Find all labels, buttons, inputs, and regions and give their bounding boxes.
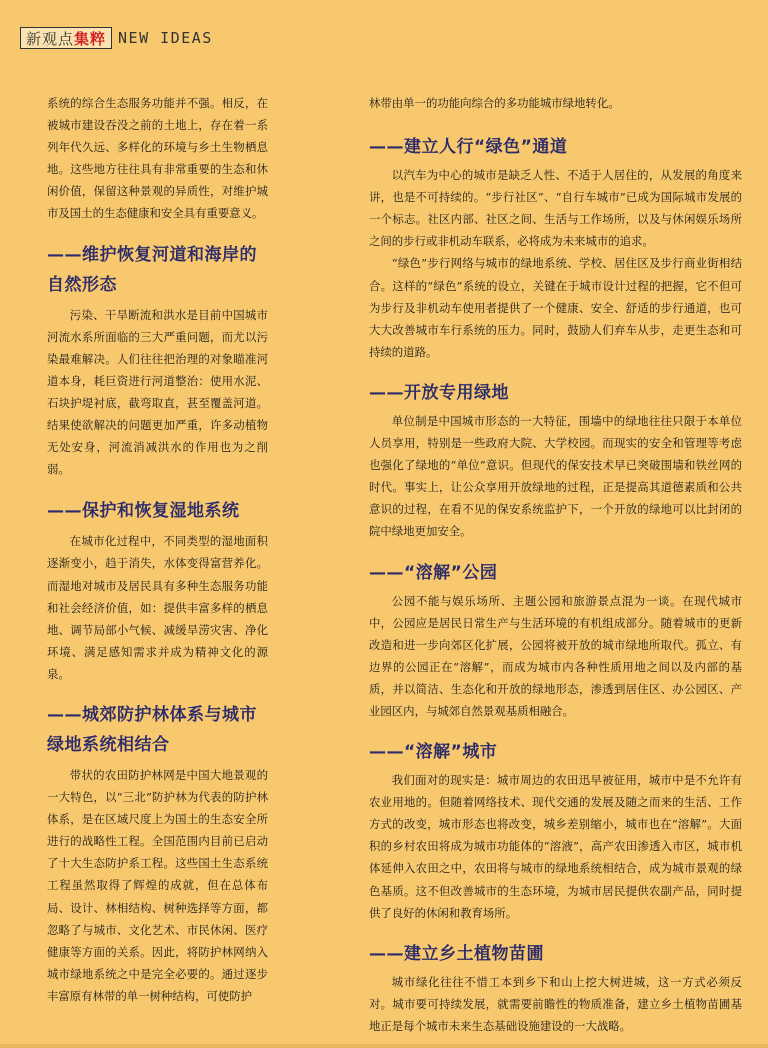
paragraph-green-corridor-1: 以汽车为中心的城市是缺乏人性、不适于人居住的，从发展的角度来讲，也是不可持续的。“步行社区”、“自行车城市”已成为国际城市发展的一个标志。社区内部、社区之间、生活与工作场所，以及与休闲娱乐场所之间的步行或非机动车联系，必将成为未来城市的追求。 [369, 168, 742, 249]
paragraph-native-plant-nursery: 城市绿化往往不惜工本到乡下和山上挖大树进城，这一方式必须反对。城市要可持续发展，就需要前瞻性的物质准备，建立乡土植物苗圃基地正是每个城市未来生态基础设施建设的一大战略。 [369, 974, 742, 1033]
section-english-title: NEW IDEAS [118, 29, 213, 47]
heading-dissolve-city: ——“溶解”城市 [369, 742, 498, 763]
paragraph-shelterbelt-integration: 带状的农田防护林网是中国大地景观的一大特色，以“三北”防护林为代表的防护林体系，是在区域尺度上为国土的生态安全所进行的战略性工程。全国范围内目前已启动了十大生态防护系工程。这些国土生态系统工程虽然取得了辉煌的成就，但在总体布局、设计、林相结构、树种选择等方面，都忽略了与城市、文化艺术、市民休闲、医疗健康等方面的关系。因此，将防护林网纳入城市绿地系统之中是完全必要的。通过逐步丰富原有林带的单一树种结构，可使防护 [47, 767, 268, 1003]
paragraph-wetland-protection: 在城市化过程中，不同类型的湿地面积逐渐变小，趋于消失，水体变得富营养化。而湿地对城市及居民具有多种生态服务功能和社会经济价值，如：提供丰富多样的栖息地、调节局部小气候、减缓旱涝灾害、净化环境、满足感知需求并成为精神文化的源泉。 [47, 534, 268, 681]
left-intro-paragraph: 系统的综合生态服务功能并不强。相反，在被城市建设吞没之前的土地上，存在着一系列年代久远、多样化的环境与乡土生物栖息地。这些地方往往具有非常重要的生态和休闲价值，保留这种景观的异质性，对维护城市及国土的生态健康和安全具有重要意义。 [47, 96, 268, 221]
paragraph-dissolve-parks: 公园不能与娱乐场所、主题公园和旅游景点混为一谈。在现代城市中，公园应是居民日常生产与生活环境的有机组成部分。随着城市的更新改造和进一步向郊区化扩展，公园将被开放的城市绿地所取代。孤立、有边界的公园正在“溶解”，而成为城市内各种性质用地之间以及内部的基质，并以简洁、生态化和开放的绿地形态，渗透到居住区、办公园区、产业园区内，与城郊自然景观基质相融合。 [369, 593, 742, 718]
right-intro-paragraph: 林带由单一的功能向综合的多功能城市绿地转化。 [369, 96, 620, 110]
section-badge-prefix: 新观点 [26, 29, 75, 48]
heading-green-pedestrian-corridor: ——建立人行“绿色”通道 [369, 137, 568, 158]
page-bottom-edge [0, 1044, 768, 1048]
heading-river-restoration: ——维护恢复河道和海岸的自然形态 [47, 244, 257, 295]
paragraph-river-restoration: 污染、干旱断流和洪水是目前中国城市河流水系所面临的三大严重问题，而尤以污染最难解决。人们往往把治理的对象瞄准河道本身，耗巨资进行河道整治：使用水泥、石块护堤衬底，截弯取直，甚至覆盖河道。结果使欲解决的问题更加严重，许多动植物无处安身，河流消减洪水的作用也为之削弱。 [47, 307, 268, 477]
section-badge [20, 27, 112, 49]
page-header [20, 26, 213, 50]
heading-wetland-protection: ——保护和恢复湿地系统 [47, 501, 240, 522]
heading-shelterbelt-integration: ——城郊防护林体系与城市绿地系统相结合 [47, 704, 257, 755]
heading-native-plant-nursery: ——建立乡土植物苗圃 [369, 943, 544, 964]
heading-open-dedicated-green: ——开放专用绿地 [369, 382, 509, 403]
heading-dissolve-parks: ——“溶解”公园 [369, 562, 498, 583]
paragraph-open-dedicated-green: 单位制是中国城市形态的一大特征，围墙中的绿地往往只限于本单位人员享用，特别是一些政府大院、大学校园。而现实的安全和管理等考虑也强化了绿地的“单位”意识。但现代的保安技术早已突破围墙和铁丝网的时代。事实上，让公众享用开放绿地的过程，正是提高其道德素质和公共意识的过程，在看不见的保安系统监护下，一个开放的绿地可以比封闭的院中绿地更加安全。 [369, 413, 742, 539]
paragraph-green-corridor-2: “绿色”步行网络与城市的绿地系统、学校、居住区及步行商业街相结合。这样的“绿色”系统的设立，关键在于城市设计过程的把握，它不但可为步行及非机动车使用者提供了一个健康、安全、舒适的步行通道，也可大大改善城市车行系统的压力。同时，鼓励人们弃车从步，走更生态和可持续的道路。 [369, 256, 742, 359]
right-column [369, 92, 742, 1037]
paragraph-dissolve-city: 我们面对的现实是：城市周边的农田迅早被征用，城市中是不允许有农业用地的。但随着网络技术、现代交通的发展及随之而来的生活、工作方式的改变，城市形态也将改变，城乡差别缩小，城市也在“溶解”。大面积的乡村农田将成为城市功能体的“溶液”，高产农田渗透入市区，城市机体延伸入农田之中，农田将与城市的绿地系统相结合，成为城市景观的绿色基质。这不但改善城市的生态环境，为城市居民提供农副产品，同时提供了良好的休闲和教育场所。 [369, 773, 742, 920]
section-badge-accent: 集粹 [74, 29, 107, 48]
left-column [47, 92, 268, 1007]
